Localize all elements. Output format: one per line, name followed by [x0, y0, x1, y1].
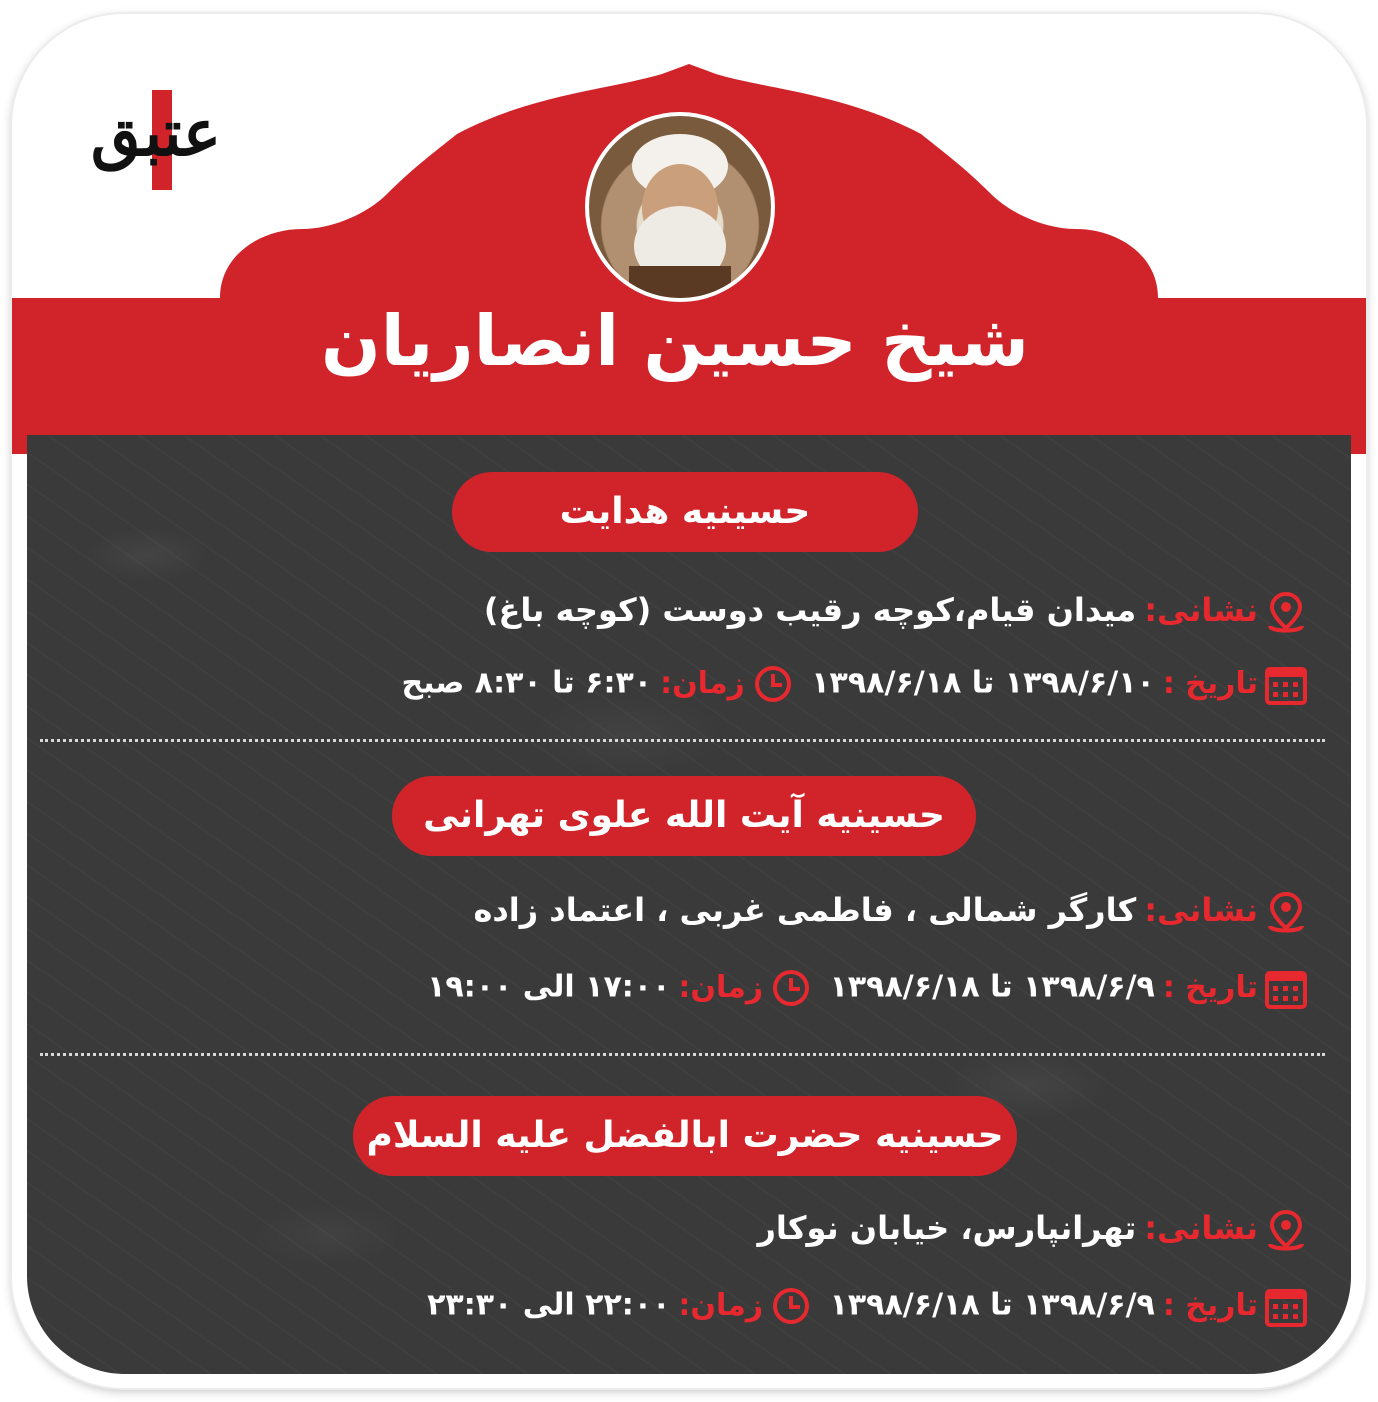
- clock-icon: [771, 968, 811, 1008]
- time-value: ۲۲:۰۰ الی ۲۳:۳۰: [427, 1287, 671, 1323]
- speaker-name: شیخ حسین انصاریان: [321, 300, 1029, 382]
- clock-icon: [771, 1286, 811, 1326]
- address-value: میدان قیام،کوچه رقیب دوست (کوچه باغ): [483, 591, 1137, 629]
- logo-text: عتبق: [90, 96, 222, 171]
- venue-2-date-row: [195, 964, 1310, 1012]
- address-label: نشانی:: [1144, 1209, 1258, 1247]
- section-divider: [40, 739, 1325, 742]
- location-pin-icon: [1262, 1206, 1310, 1254]
- time-value: ۶:۳۰ تا ۸:۳۰ صبح: [401, 665, 653, 701]
- brand-logo: [66, 90, 246, 200]
- address-label: نشانی:: [1144, 591, 1258, 629]
- address-label: نشانی:: [1144, 891, 1258, 929]
- date-value: ۱۳۹۸/۶/۹ تا ۱۳۹۸/۶/۱۸: [829, 1287, 1155, 1323]
- venue-3-address-row: [195, 1206, 1310, 1254]
- venue-title-2: حسینیه آیت الله علوی تهرانی: [392, 776, 976, 856]
- date-value: ۱۳۹۸/۶/۹ تا ۱۳۹۸/۶/۱۸: [829, 969, 1155, 1005]
- date-label: تاریخ :: [1162, 969, 1258, 1005]
- venue-title-3: حسینیه حضرت ابالفضل علیه السلام: [353, 1096, 1017, 1176]
- calendar-icon: [1262, 1282, 1310, 1330]
- time-label: زمان:: [660, 665, 745, 701]
- speaker-portrait-icon: [589, 116, 771, 298]
- location-pin-icon: [1262, 888, 1310, 936]
- venue-2-address-row: [195, 888, 1310, 936]
- address-value: کارگر شمالی ، فاطمی غربی ، اعتماد زاده: [473, 891, 1137, 929]
- venue-3-date-row: [195, 1282, 1310, 1330]
- calendar-icon: [1262, 660, 1310, 708]
- venue-1-address-row: [195, 588, 1310, 636]
- section-divider: [40, 1053, 1325, 1056]
- venue-1-date-row: [195, 660, 1310, 708]
- calendar-icon: [1262, 964, 1310, 1012]
- date-value: ۱۳۹۸/۶/۱۰ تا ۱۳۹۸/۶/۱۸: [811, 665, 1155, 701]
- time-value: ۱۷:۰۰ الی ۱۹:۰۰: [427, 969, 671, 1005]
- location-pin-icon: [1262, 588, 1310, 636]
- date-label: تاریخ :: [1162, 665, 1258, 701]
- time-label: زمان:: [678, 1287, 764, 1323]
- address-value: تهرانپارس، خیابان نوکار: [757, 1209, 1137, 1247]
- time-label: زمان:: [678, 969, 764, 1005]
- venue-title-1: حسینیه هدایت: [452, 472, 918, 552]
- clock-icon: [753, 664, 793, 704]
- date-label: تاریخ :: [1162, 1287, 1258, 1323]
- speaker-photo: [585, 112, 775, 302]
